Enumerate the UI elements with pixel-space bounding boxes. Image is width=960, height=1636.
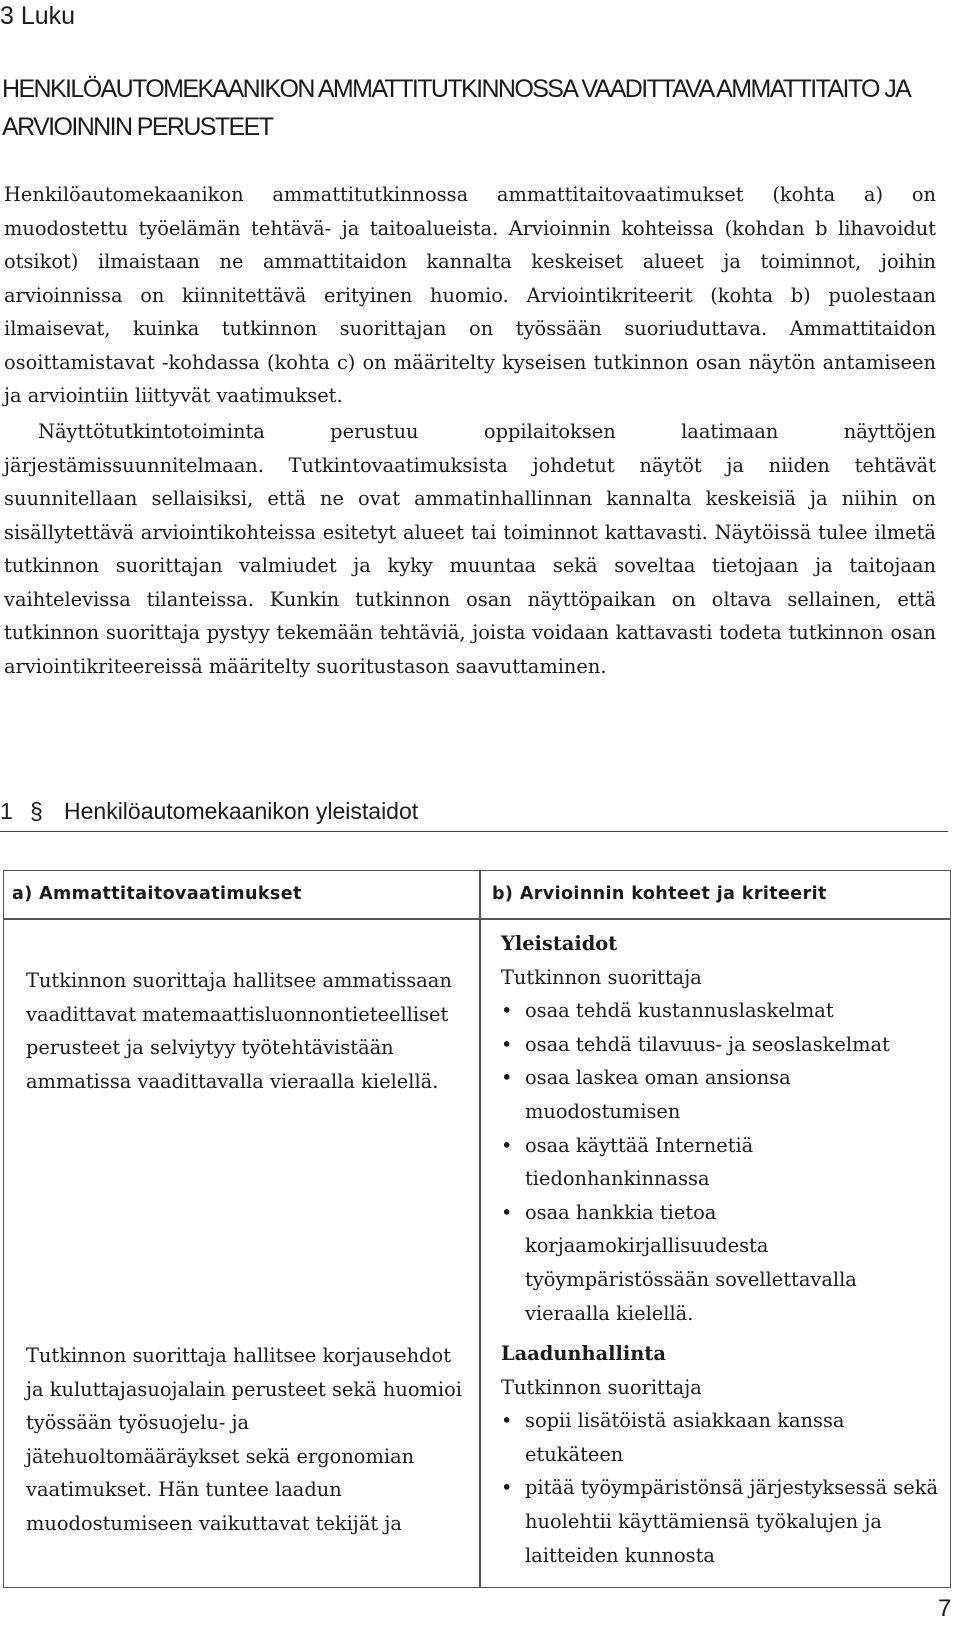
criteria-item: • osaa tehdä kustannuslaskelmat: [501, 994, 941, 1028]
criteria-item: • osaa tehdä tilavuus- ja seoslaskelmat: [501, 1028, 941, 1062]
requirement-text: Tutkinnon suorittaja hallitsee korjausehdot ja kuluttajasuojalain perusteet sekä huomioi työssään työsuojelu- ja jätehuoltomääräykset sekä ergonomian vaatimukset. Hän tuntee laadun muodostumiseen vaikuttavat tekijät ja: [26, 1344, 462, 1535]
column-b-heading: b) Arvioinnin kohteet ja kriteerit: [492, 884, 827, 904]
requirement-text: Tutkinnon suorittaja hallitsee ammatissaan vaadittavat matemaattisluonnontieteelliset perusteet ja selviytyy työtehtävistään ammatissa vaadittavalla vieraalla kielellä.: [26, 969, 452, 1093]
section-number: 1: [0, 798, 13, 824]
criteria-subheading: Laadunhallinta: [501, 1342, 666, 1365]
intro-paragraph-2: Näyttötutkintotoiminta perustuu oppilaitoksen laatimaan näyttöjen järjestämissuunnitelmaan. Tutkintovaatimuksista johdetut näytöt ja niiden tehtävät suunnitellaan sellaisiksi, että ne ovat ammatinhallinnan kannalta keskeisiä ja niihin on sisällytettävä arviointikohteissa esitetyt alueet tai toiminnot kattavasti. Näytöissä tulee ilmetä tutkinnon suorittajan valmiudet ja kyky muuntaa sekä soveltaa tietojaan ja taitojaan vaihtelevissa tilanteissa. Kunkin tutkinnon osan näyttöpaikan on oltava sellainen, että tutkinnon suorittaja pystyy tekemään tehtäviä, joista voidaan kattavasti todeta tutkinnon osan arviointikriteereissä määritelty suoritustason saavuttaminen.: [4, 420, 936, 678]
section-title: Henkilöautomekaanikon yleistaidot: [64, 798, 419, 824]
header-divider: [4, 918, 950, 920]
intro-paragraph-1: Henkilöautomekaanikon ammattitutkinnossa ammattitaitovaatimukset (kohta a) on muodostettu työelämän tehtävä- ja taitoalueista. Arvioinnin kohteissa (kohdan b lihavoidut otsikot) ilmaistaan ne ammattitaidon kannalta keskeiset alueet ja toiminnot, joihin arvioinnissa on kiinnitettävä erityinen huomio. Arviointikriteerit (kohta b) puolestaan ilmaisevat, kuinka tutkinnon suorittajan on työssään suoriuduttava. Ammattitaidon osoittamistavat -kohdassa (kohta c) on määritelty kyseisen tutkinnon osan näytön antamiseen ja arviointiin liittyvät vaatimukset.: [4, 183, 936, 407]
criteria-item: • osaa hankkia tietoa korjaamokirjallisuudesta työympäristössään sovellettavalla vieraalla kielellä.: [501, 1196, 941, 1330]
criteria-subheading: Yleistaidot: [501, 932, 618, 955]
section-symbol: §: [30, 798, 43, 824]
criteria-lead: Tutkinnon suorittaja: [501, 1375, 702, 1399]
column-divider: [479, 871, 481, 1587]
page-title: HENKILÖAUTOMEKAANIKON AMMATTITUTKINNOSSA VAADITTAVA AMMATTITAITO JA ARVIOINNIN PERUSTEET: [2, 75, 909, 141]
column-a-heading: a) Ammattitaitovaatimukset: [12, 884, 302, 904]
criteria-group-yleistaidot: [501, 927, 941, 1330]
section-heading: [0, 798, 948, 832]
criteria-list: [501, 1404, 941, 1572]
criteria-item: • osaa käyttää Internetiä tiedonhankinnassa: [501, 1129, 941, 1196]
requirements-table: [3, 870, 951, 1588]
criteria-list: [501, 994, 941, 1330]
page-number: 7: [938, 1595, 952, 1622]
criteria-item: • osaa laskea oman ansionsa muodostumisen: [501, 1061, 941, 1128]
chapter-label: 3 Luku: [0, 2, 76, 30]
criteria-group-laadunhallinta: [501, 1337, 941, 1572]
criteria-item: • pitää työympäristönsä järjestyksessä sekä huolehtii käyttämiensä työkalujen ja laitteiden kunnosta: [501, 1471, 941, 1572]
criteria-item: • sopii lisätöistä asiakkaan kanssa etukäteen: [501, 1404, 941, 1471]
criteria-lead: Tutkinnon suorittaja: [501, 965, 702, 989]
